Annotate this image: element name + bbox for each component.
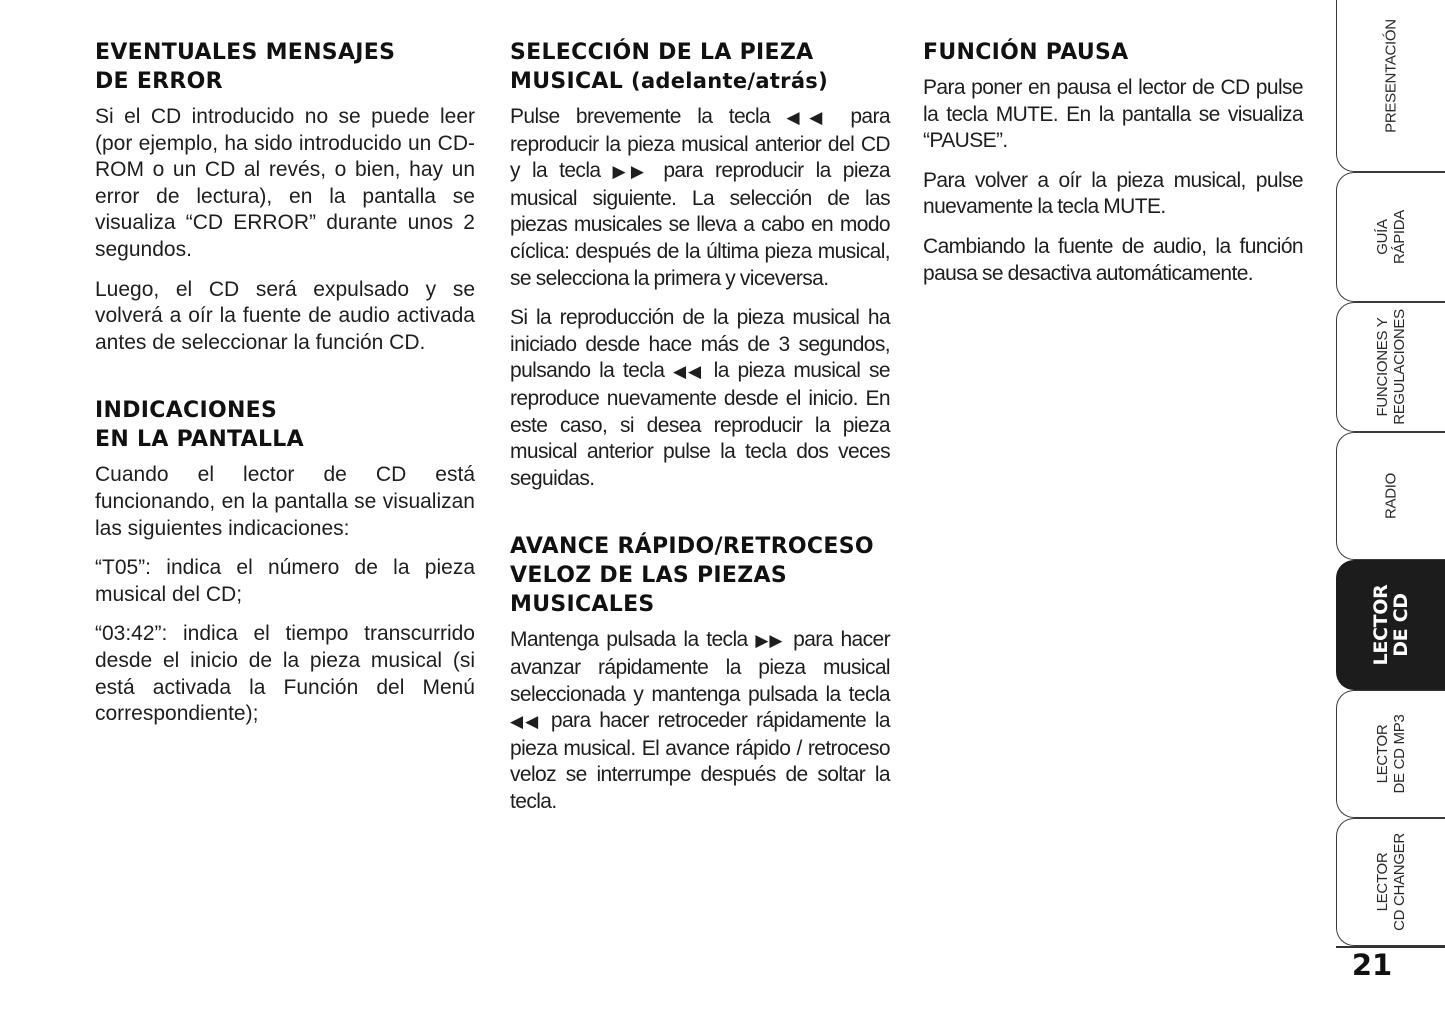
tab-label: LECTOR DE CD xyxy=(1370,584,1412,666)
heading-line: DE ERROR xyxy=(95,69,223,94)
tab-funciones-regulaciones[interactable] xyxy=(1336,302,1445,432)
heading-fast-forward xyxy=(510,532,890,619)
paragraph-fast-forward xyxy=(510,627,890,815)
heading-line: VELOZ DE LAS PIEZAS xyxy=(510,563,787,589)
tab-presentacion[interactable] xyxy=(1336,0,1445,172)
heading-line: EVENTUALES MENSAJES xyxy=(95,40,396,65)
heading-track-selection xyxy=(510,38,890,96)
paragraph-selection-2 xyxy=(510,305,890,492)
column-right xyxy=(923,38,1303,300)
text-run: Pulse brevemente la tecla xyxy=(510,105,771,128)
paragraph-indications-intro: Cuando el lector de CD está funcionando, en la pantalla se visualizan las siguientes indicaciones: xyxy=(95,463,475,540)
paragraph-indication-track: “T05”: indica el número de la pieza musical del CD; xyxy=(95,556,475,606)
text-run: Si la reproducción de la pieza musical ha iniciado desde hace más de 3 segundos, pulsando la tecla xyxy=(510,306,890,383)
tab-label: LECTOR CD CHANGER xyxy=(1374,833,1408,931)
paragraph-error-1: Si el CD introducido no se puede leer (por ejemplo, ha sido introducido un CD-ROM o un CD al revés, o bien, hay un error de lectura), en la pantalla se visualiza “CD ERROR” durante unos 2 segundos. xyxy=(95,105,475,261)
heading-display-indications xyxy=(95,396,475,454)
page-number: 21 xyxy=(1351,948,1393,982)
column-left xyxy=(95,38,475,741)
text-run: para reproducir la pieza musical anterior del CD y la tecla xyxy=(510,105,890,183)
tab-lector-cd-changer[interactable] xyxy=(1336,818,1445,946)
heading-line: EN LA PANTALLA xyxy=(95,427,304,453)
text-run: la pieza musical se reproduce nuevamente desde el inicio. En este caso, si desea reproducir la pieza musical anterior pulse la tecla dos veces seguidas. xyxy=(510,359,890,490)
tab-label: RADIO xyxy=(1382,472,1400,520)
heading-line: SELECCIÓN DE LA PIEZA xyxy=(510,40,814,65)
tab-guia-rapida[interactable] xyxy=(1336,172,1445,302)
paragraph-selection-1 xyxy=(510,104,890,292)
tab-radio[interactable] xyxy=(1336,432,1445,560)
tab-lector-de-cd-mp3[interactable] xyxy=(1336,690,1445,818)
rewind-icon: ◀◀ xyxy=(672,362,703,382)
chapter-tabs xyxy=(1336,0,1445,1019)
heading-line: MUSICALES xyxy=(510,592,655,618)
paragraph-pause-2: Para volver a oír la pieza musical, pulse nuevamente la tecla MUTE. xyxy=(923,168,1303,219)
paragraph-pause-3: Cambiando la fuente de audio, la función pausa se desactiva automáticamente. xyxy=(923,234,1303,285)
tab-lector-de-cd[interactable] xyxy=(1336,560,1445,690)
forward-icon: ▶▶ xyxy=(612,162,650,182)
tab-label: PRESENTACIÓN xyxy=(1382,19,1400,133)
column-middle xyxy=(510,38,890,828)
heading-pause-function: FUNCIÓN PAUSA xyxy=(923,40,1129,65)
heading-subtitle: (adelante/atrás) xyxy=(631,69,828,93)
text-run: Mantenga pulsada la tecla xyxy=(510,628,748,652)
heading-line: INDICACIONES xyxy=(95,398,278,424)
heading-line: AVANCE RÁPIDO/RETROCESO xyxy=(510,534,874,560)
text-run: para hacer avanzar rápidamente la pieza musical seleccionada y mantenga pulsada la tecla xyxy=(510,628,890,706)
forward-icon: ▶▶ xyxy=(755,631,784,651)
rewind-icon: ◀◀ xyxy=(786,108,832,127)
tab-label: LECTOR DE CD MP3 xyxy=(1374,714,1408,794)
text-run: para hacer retroceder rápidamente la pieza musical. El avance rápido / retroceso veloz se interrumpe después de soltar la tecla. xyxy=(510,709,890,813)
tab-label: FUNCIONES Y REGULACIONES xyxy=(1374,309,1408,425)
paragraph-indication-time: “03:42”: indica el tiempo transcurrido desde el inicio de la pieza musical (si está activada la Función del Menú correspondiente); xyxy=(95,622,475,726)
text-run: para reproducir la pieza musical siguiente. La selección de las piezas musicales se lleva a cabo en modo cíclica: después de la última pieza musical, se selecciona la primera y viceversa. xyxy=(510,159,890,290)
paragraph-pause-1: Para poner en pausa el lector de CD pulse la tecla MUTE. En la pantalla se visualiza “PAUSE”. xyxy=(923,76,1303,153)
tab-label: GUÍA RÁPIDA xyxy=(1374,209,1408,265)
paragraph-error-2: Luego, el CD será expulsado y se volverá a oír la fuente de audio activada antes de seleccionar la función CD. xyxy=(95,277,475,354)
rewind-icon: ◀◀ xyxy=(510,712,541,732)
heading-error-messages xyxy=(95,38,475,96)
heading-line: MUSICAL xyxy=(510,69,624,94)
